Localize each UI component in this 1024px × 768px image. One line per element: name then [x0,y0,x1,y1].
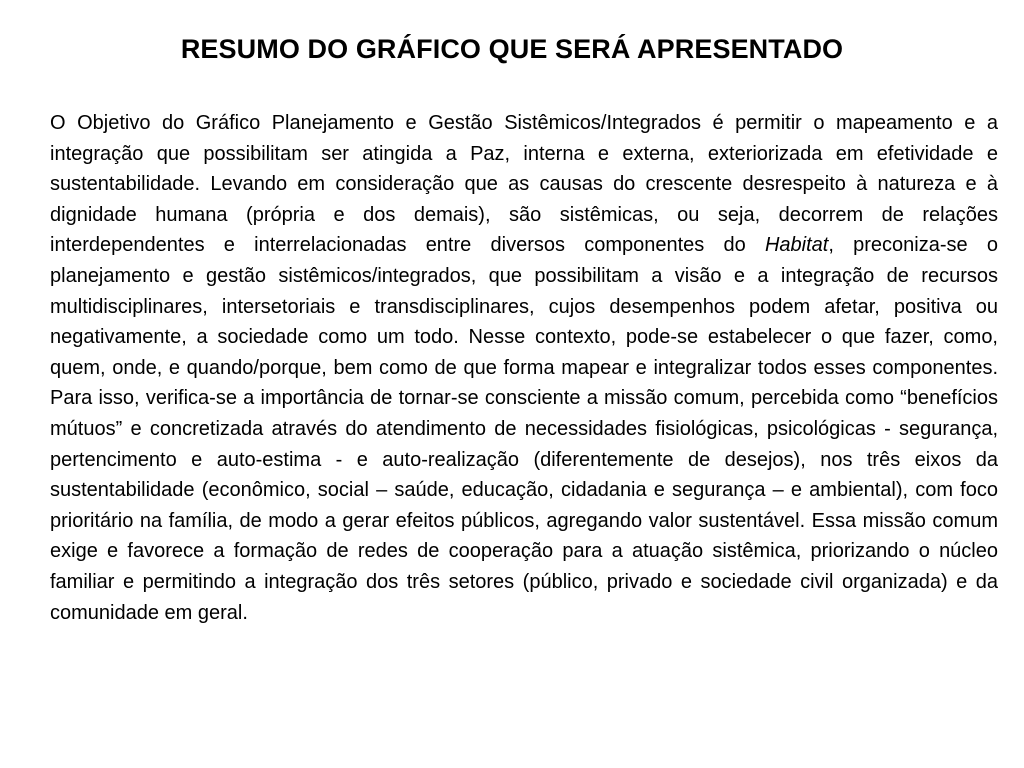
body-paragraph [50,108,998,628]
body-text-part-2: , preconiza-se o planejamento e gestão sistêmicos/integrados, que possibilitam a visão e a integração de recursos multidisciplinares, intersetoriais e transdisciplinares, cujos desempenhos podem afetar, positiva ou negativamente, a sociedade como um todo. Nesse contexto, pode-se estabelecer o que fazer, como, quem, onde, e quando/porque, bem como de que forma mapear e integralizar todos esses componentes. Para isso, verifica-se a importância de tornar-se consciente a missão comum, percebida como “benefícios mútuos” e concretizada através do atendimento de necessidades fisiológicas, psicológicas - segurança, pertencimento e auto-estima - e auto-realização (diferentemente de desejos), nos três eixos da sustentabilidade (econômico, social – saúde, educação, cidadania e segurança – e ambiental), com foco prioritário na família, de modo a gerar efeitos públicos, agregando valor sustentável. Essa missão comum exige e favorece a formação de redes de cooperação para a atuação sistêmica, priorizando o núcleo familiar e permitindo a integração dos três setores (público, privado e sociedade civil organizada) e da comunidade em geral. [50,234,998,624]
body-text-italic-habitat: Habitat [764,234,829,257]
slide-title: RESUMO DO GRÁFICO QUE SERÁ APRESENTADO [180,34,844,64]
body-text-part-1: O Objetivo do Gráfico Planejamento e Gestão Sistêmicos/Integrados é permitir o mapeamento e a integração que possibilitam ser atingida a Paz, interna e externa, exteriorizada em efetividade e sustentabilidade. Levando em consideração que as causas do crescente desrespeito à natureza e à dignidade humana (própria e dos demais), são sistêmicas, ou seja, decorrem de relações interdependentes e interrelacionadas entre diversos componentes do [50,112,998,257]
